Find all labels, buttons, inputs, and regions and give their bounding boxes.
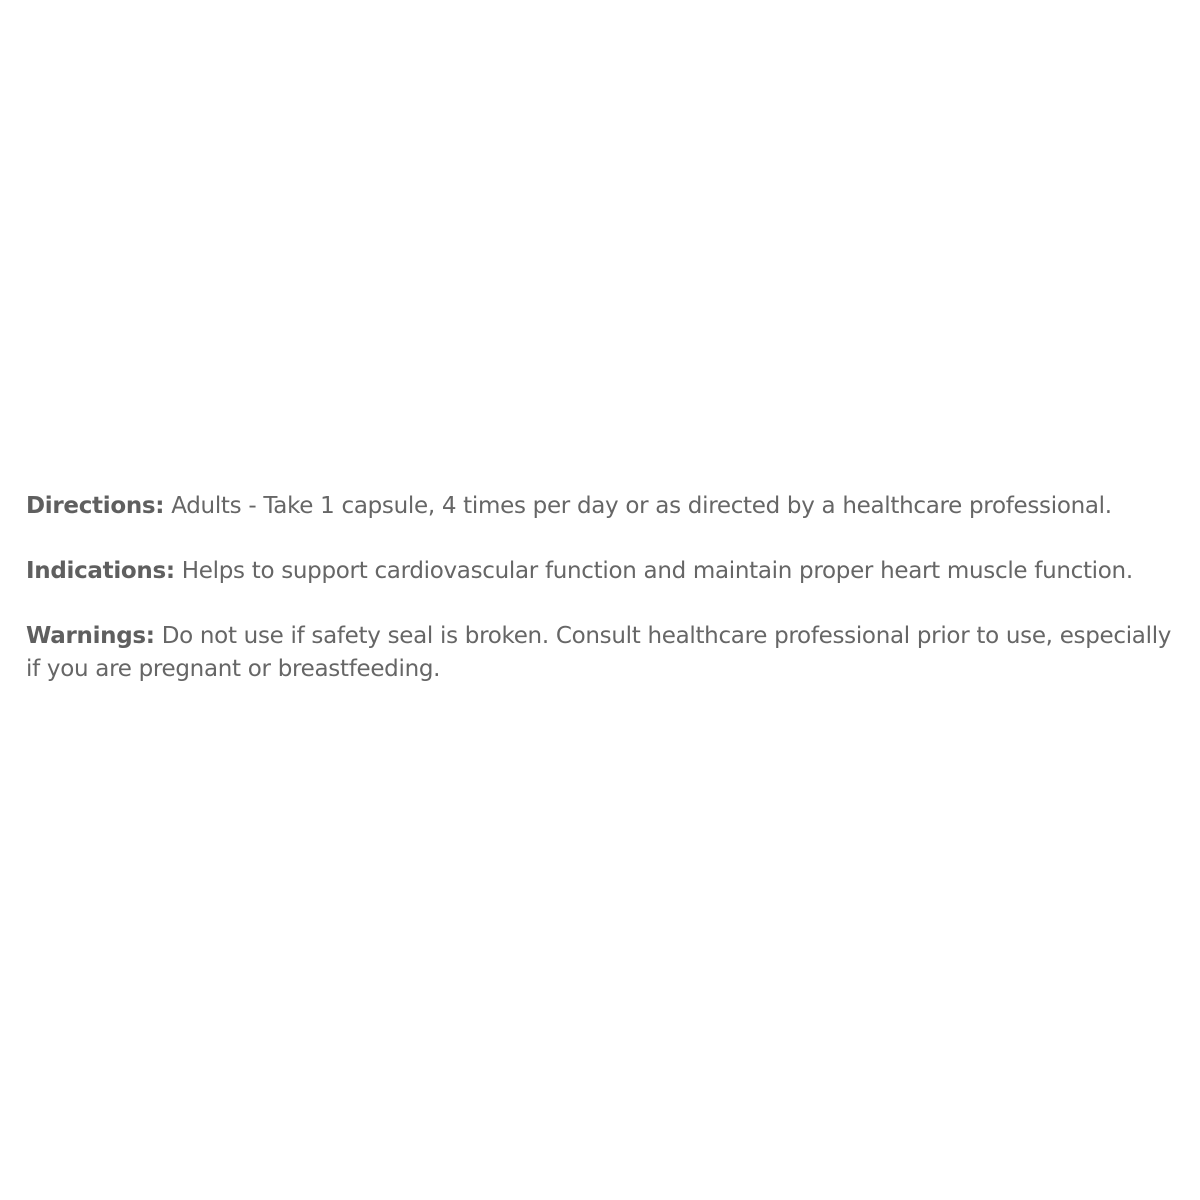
warnings-text: Do not use if safety seal is broken. Consult healthcare professional prior to use, especially if you are pregnant or breastfeeding. <box>26 623 1172 682</box>
directions-paragraph <box>26 490 1191 523</box>
indications-paragraph <box>26 555 1191 588</box>
product-info <box>26 490 1191 686</box>
warnings-paragraph <box>26 620 1191 686</box>
directions-text: Adults - Take 1 capsule, 4 times per day or as directed by a healthcare professional. <box>164 493 1112 519</box>
indications-text: Helps to support cardiovascular function and maintain proper heart muscle function. <box>174 558 1133 584</box>
warnings-label: Warnings: <box>26 623 155 649</box>
indications-label: Indications: <box>26 558 175 584</box>
directions-label: Directions: <box>26 493 165 519</box>
